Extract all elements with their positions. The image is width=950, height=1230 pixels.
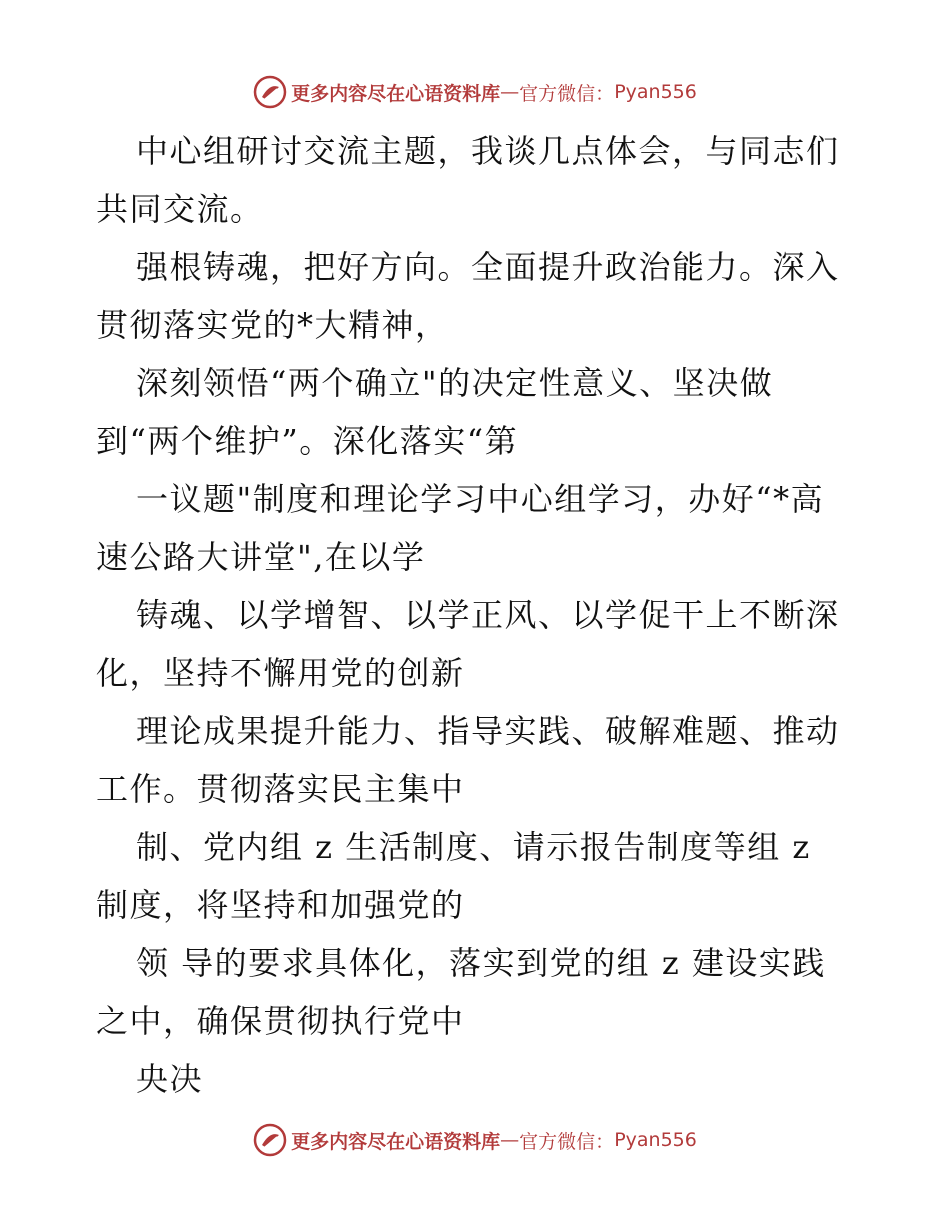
- watermark-id: Pyan556: [614, 1129, 697, 1151]
- book-logo-icon: [253, 1123, 287, 1157]
- watermark-separator: —: [500, 1129, 520, 1151]
- watermark-label: 官方微信：: [519, 1130, 615, 1153]
- watermark-text: 更多内容尽在心语资料库: [291, 82, 501, 105]
- text-line: 贯彻落实党的*大精神，: [96, 306, 449, 344]
- text-line: 中心组研讨交流主题，我谈几点体会，与同志们: [136, 132, 840, 170]
- text-line: 制度，将坚持和加强党的: [96, 886, 465, 924]
- text-line: 到“两个维护”。深化落实“第: [96, 422, 519, 460]
- text-line: 一议题"制度和理论学习中心组学习，办好“*高: [136, 480, 825, 518]
- text-line: 制、党内组 z 生活制度、请示报告制度等组 z: [136, 828, 811, 866]
- watermark-id: Pyan556: [614, 81, 697, 103]
- text-line: 强根铸魂，把好方向。全面提升政治能力。深入: [136, 248, 840, 286]
- watermark-text: 更多内容尽在心语资料库: [291, 1130, 501, 1153]
- document-body: [96, 122, 856, 1108]
- header-watermark: [0, 72, 950, 112]
- text-line: 化，坚持不懈用党的创新: [96, 654, 465, 692]
- text-line: 领 导的要求具体化，落实到党的组 z 建设实践: [136, 944, 826, 982]
- book-logo-icon: [253, 75, 287, 109]
- watermark-label: 官方微信：: [519, 82, 615, 105]
- text-line: 央决: [136, 1060, 204, 1098]
- text-line: 深刻领悟“两个确立"的决定性意义、坚决做: [136, 364, 774, 402]
- footer-watermark: [0, 1120, 950, 1160]
- text-line: 工作。贯彻落实民主集中: [96, 770, 465, 808]
- watermark-separator: —: [500, 81, 520, 103]
- text-line: 之中，确保贯彻执行党中: [96, 1002, 465, 1040]
- text-line: 速公路大讲堂",在以学: [96, 538, 426, 576]
- text-line: 共同交流。: [96, 190, 264, 228]
- text-line: 理论成果提升能力、指导实践、破解难题、推动: [136, 712, 840, 750]
- text-line: 铸魂、以学增智、以学正风、以学促干上不断深: [136, 596, 840, 634]
